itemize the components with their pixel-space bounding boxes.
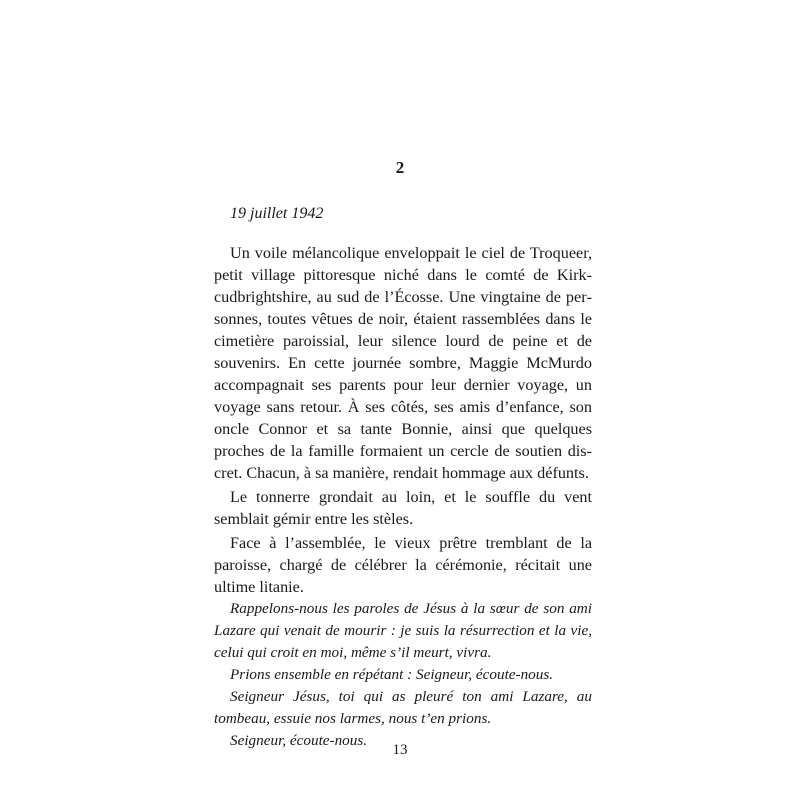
prayer-line: Rappelons-nous les paroles de Jésus à la sœur de son ami Lazare qui venait de mourir : je suis la résurrection et la vie, celui qui croit en moi, même s’il meurt, vivra.	[214, 600, 592, 661]
chapter-body	[214, 242, 592, 752]
chapter-number: 2	[395, 158, 405, 177]
prayer-line: Seigneur Jésus, toi qui as pleuré ton ami Lazare, au tombeau, essuie nos larmes, nous t’en prions.	[214, 688, 592, 727]
paragraph: Face à l’assemblée, le vieux prêtre tremblant de la paroisse, chargé de célébrer la cérémonie, récitait une ultime litanie.	[214, 534, 592, 596]
prayer-line: Prions ensemble en répétant : Seigneur, écoute-nous.	[230, 666, 554, 683]
prayer-line: Seigneur, écoute-nous.	[230, 732, 368, 749]
paragraph: Un voile mélancolique enveloppait le ciel de Troqueer, petit village pittoresque niché dans le comté de Kirkcudbrightshire, au sud de l’Écosse. Une vingtaine de personnes, toutes vêtues de noir, étaient rassemblées dans le cimetière paroissial, leur silence lourd de peine et de souvenirs. En cette journée sombre, Maggie McMurdo accompagnait ses parents pour leur dernier voyage, un voyage sans retour. À ses côtés, ses amis d’enfance, son oncle Connor et sa tante Bonnie, ainsi que quelques proches de la famille formaient un cercle de soutien discret. Chacun, à sa manière, rendait hommage aux défunts.	[214, 244, 592, 482]
paragraph: Le tonnerre grondait au loin, et le souffle du vent semblait gémir entre les stèles.	[214, 488, 592, 528]
chapter-date: 19 juillet 1942	[230, 205, 324, 222]
page-number: 13	[392, 742, 408, 758]
